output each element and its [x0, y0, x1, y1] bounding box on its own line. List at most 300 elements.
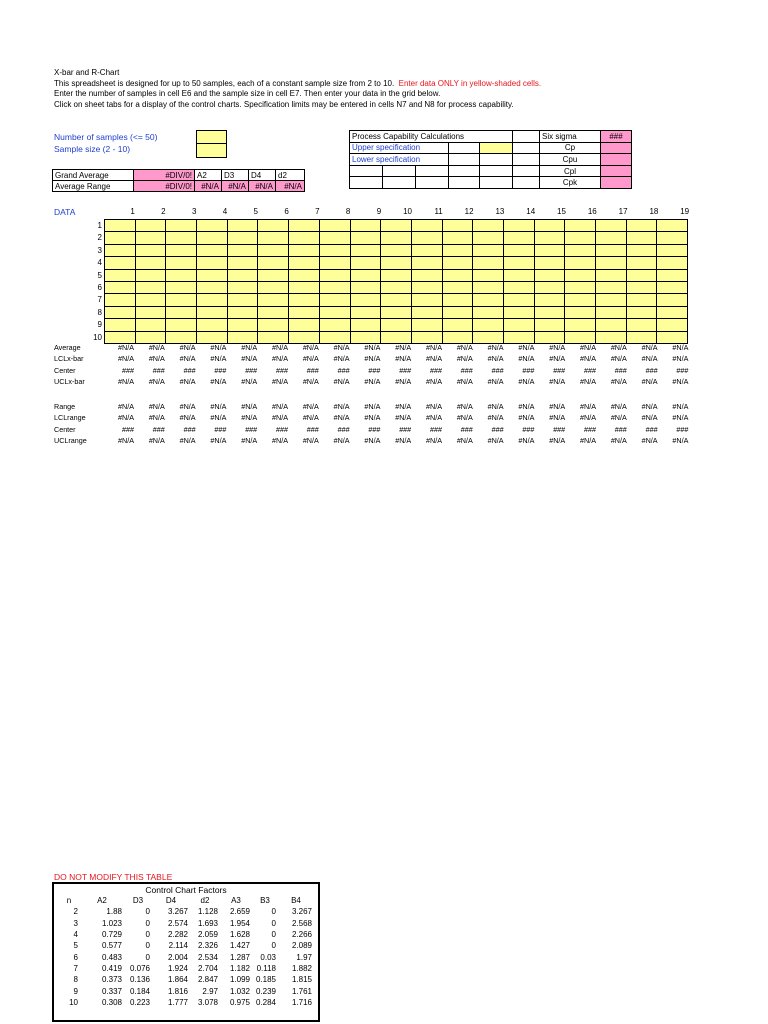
- stats-cell: #N/A: [395, 354, 412, 364]
- data-cell[interactable]: [442, 257, 473, 269]
- data-cell[interactable]: [442, 281, 473, 293]
- factors-cell: 2.004: [167, 952, 188, 962]
- factors-cell: 1.427: [229, 941, 250, 951]
- data-cell[interactable]: [105, 306, 136, 318]
- factors-cell: 1.97: [296, 952, 312, 962]
- data-cell[interactable]: [442, 244, 473, 256]
- factors-cell: 2.97: [202, 986, 218, 996]
- data-cell[interactable]: [319, 244, 350, 256]
- data-cell[interactable]: [503, 319, 534, 331]
- data-cell[interactable]: [381, 232, 412, 244]
- stats-cell: #N/A: [179, 354, 196, 364]
- factors-cell: 0: [271, 907, 276, 917]
- stats-cell: ###: [491, 424, 504, 434]
- stats-cell: ###: [276, 365, 288, 375]
- data-cell[interactable]: [319, 294, 350, 306]
- data-cell[interactable]: [227, 294, 258, 306]
- factors-cell: 0.03: [260, 952, 276, 962]
- data-cell[interactable]: [626, 281, 657, 293]
- data-cell[interactable]: [626, 331, 657, 343]
- data-cell[interactable]: [565, 319, 596, 331]
- data-cell[interactable]: [105, 220, 136, 232]
- data-cell[interactable]: [197, 319, 228, 331]
- data-cell[interactable]: [596, 232, 627, 244]
- data-cell[interactable]: [534, 257, 565, 269]
- factors-cell: 0: [145, 952, 150, 962]
- data-cell[interactable]: [565, 269, 596, 281]
- data-cell[interactable]: [381, 281, 412, 293]
- stats-cell: #N/A: [518, 377, 535, 387]
- data-cell[interactable]: [657, 294, 688, 306]
- factors-cell: 0.184: [129, 986, 150, 996]
- stats-cell: ###: [460, 424, 473, 434]
- data-cell[interactable]: [657, 306, 688, 318]
- data-cell[interactable]: [596, 281, 627, 293]
- stats-cell: #N/A: [456, 343, 473, 352]
- stats-cell: #N/A: [610, 377, 627, 387]
- stats-cell: #N/A: [179, 402, 196, 411]
- data-cell[interactable]: [596, 319, 627, 331]
- stats-row-label: LCLx-bar: [54, 354, 84, 364]
- data-cell[interactable]: [350, 269, 381, 281]
- data-cell[interactable]: [626, 306, 657, 318]
- data-cell[interactable]: [197, 281, 228, 293]
- data-cell[interactable]: [135, 244, 166, 256]
- data-cell[interactable]: [350, 244, 381, 256]
- data-cell[interactable]: [657, 244, 688, 256]
- factor-header-d4: D4: [249, 170, 276, 181]
- data-cell[interactable]: [596, 257, 627, 269]
- data-cell[interactable]: [319, 269, 350, 281]
- data-cell[interactable]: [135, 281, 166, 293]
- data-cell[interactable]: [473, 220, 504, 232]
- data-cell[interactable]: [197, 257, 228, 269]
- data-cell[interactable]: [319, 306, 350, 318]
- factors-header-cell: B3: [260, 896, 270, 906]
- stats-cell: #N/A: [333, 436, 350, 446]
- data-cell[interactable]: [350, 331, 381, 343]
- data-cell[interactable]: [381, 319, 412, 331]
- data-cell[interactable]: [503, 220, 534, 232]
- data-column-header: 18: [649, 207, 659, 216]
- data-cell[interactable]: [166, 294, 197, 306]
- stats-cell: #N/A: [148, 413, 165, 423]
- data-cell[interactable]: [135, 269, 166, 281]
- factors-cell: 1.628: [229, 930, 250, 940]
- factors-cell: 2.266: [291, 930, 312, 940]
- data-cell[interactable]: [503, 294, 534, 306]
- data-cell[interactable]: [227, 220, 258, 232]
- data-column-header: 14: [526, 207, 536, 216]
- data-cell[interactable]: [289, 319, 320, 331]
- data-grid-row: [105, 244, 688, 256]
- data-row-labels: [86, 220, 102, 344]
- data-cell[interactable]: [657, 232, 688, 244]
- data-cell[interactable]: [350, 220, 381, 232]
- data-cell[interactable]: [227, 244, 258, 256]
- data-cell[interactable]: [166, 331, 197, 343]
- stats-cell: #N/A: [641, 436, 658, 446]
- data-cell[interactable]: [258, 257, 289, 269]
- factors-header-cell: A2: [97, 896, 107, 906]
- data-cell[interactable]: [319, 232, 350, 244]
- data-cell[interactable]: [411, 232, 442, 244]
- stats-cell: ###: [614, 424, 627, 434]
- data-cell[interactable]: [319, 220, 350, 232]
- data-cell[interactable]: [473, 232, 504, 244]
- upper-spec-input[interactable]: [480, 142, 513, 154]
- factors-cell: 0.373: [101, 975, 122, 985]
- data-cell[interactable]: [197, 294, 228, 306]
- data-cell[interactable]: [534, 294, 565, 306]
- data-row-label: 6: [97, 282, 102, 292]
- capability-table: [349, 130, 632, 189]
- data-cell[interactable]: [135, 257, 166, 269]
- stats-row-label: Center: [54, 365, 76, 375]
- data-cell[interactable]: [596, 220, 627, 232]
- data-cell[interactable]: [105, 281, 136, 293]
- factors-cell: 1.882: [291, 963, 312, 973]
- data-cell[interactable]: [319, 319, 350, 331]
- data-cell[interactable]: [565, 306, 596, 318]
- stats-cell: #N/A: [241, 402, 258, 411]
- data-cell[interactable]: [227, 306, 258, 318]
- data-cell[interactable]: [534, 220, 565, 232]
- stats-cell: #N/A: [210, 402, 227, 411]
- cpk-label: Cpk: [540, 177, 601, 189]
- stats-cell: #N/A: [549, 354, 566, 364]
- factors-cell: 0.284: [255, 997, 276, 1007]
- data-cell[interactable]: [197, 269, 228, 281]
- data-cell[interactable]: [626, 319, 657, 331]
- data-cell[interactable]: [166, 244, 197, 256]
- data-cell[interactable]: [411, 294, 442, 306]
- data-cell[interactable]: [166, 232, 197, 244]
- data-grid-row: [105, 220, 688, 232]
- cpu-label: Cpu: [540, 154, 601, 166]
- data-cell[interactable]: [534, 331, 565, 343]
- data-cell[interactable]: [105, 319, 136, 331]
- grand-average-value: #DIV/0!: [134, 170, 195, 181]
- data-cell[interactable]: [105, 294, 136, 306]
- data-cell[interactable]: [381, 294, 412, 306]
- intro-warning: Enter data ONLY in yellow-shaded cells.: [398, 78, 542, 88]
- data-cell[interactable]: [350, 306, 381, 318]
- data-cell[interactable]: [442, 294, 473, 306]
- stats-cell: #N/A: [395, 402, 412, 411]
- data-cell[interactable]: [105, 232, 136, 244]
- data-cell[interactable]: [442, 306, 473, 318]
- data-cell[interactable]: [473, 331, 504, 343]
- data-column-header: 12: [464, 207, 474, 216]
- data-cell[interactable]: [565, 294, 596, 306]
- upper-spec-label: Upper specification: [350, 142, 449, 154]
- range-stats: [0, 402, 768, 452]
- data-grid-row: [105, 269, 688, 281]
- data-cell[interactable]: [534, 306, 565, 318]
- stats-row-label: UCLx-bar: [54, 377, 85, 387]
- data-cell[interactable]: [626, 232, 657, 244]
- data-column-header: 4: [222, 207, 228, 216]
- stats-cell: #N/A: [610, 343, 627, 352]
- data-cell[interactable]: [289, 281, 320, 293]
- six-sigma-label: Six sigma: [540, 131, 601, 143]
- data-cell[interactable]: [135, 232, 166, 244]
- stats-cell: #N/A: [456, 377, 473, 387]
- average-range-value: #DIV/0!: [134, 181, 195, 192]
- data-cell[interactable]: [657, 257, 688, 269]
- data-cell[interactable]: [227, 232, 258, 244]
- stats-cell: #N/A: [364, 402, 381, 411]
- data-cell[interactable]: [503, 331, 534, 343]
- data-cell[interactable]: [657, 319, 688, 331]
- data-cell[interactable]: [350, 281, 381, 293]
- data-cell[interactable]: [411, 269, 442, 281]
- data-cell[interactable]: [596, 294, 627, 306]
- data-cell[interactable]: [473, 294, 504, 306]
- data-cell[interactable]: [503, 257, 534, 269]
- data-cell[interactable]: [503, 306, 534, 318]
- data-cell[interactable]: [657, 281, 688, 293]
- data-cell[interactable]: [411, 244, 442, 256]
- factors-header-cell: n: [66, 896, 72, 906]
- data-cell[interactable]: [258, 244, 289, 256]
- stats-cell: #N/A: [456, 436, 473, 446]
- data-cell[interactable]: [258, 306, 289, 318]
- data-column-header: 5: [253, 207, 258, 216]
- data-cell[interactable]: [596, 269, 627, 281]
- stats-cell: #N/A: [302, 436, 319, 446]
- data-cell[interactable]: [411, 319, 442, 331]
- data-cell[interactable]: [105, 269, 136, 281]
- data-row-label: 1: [97, 221, 102, 230]
- stats-row-label: Average: [54, 343, 81, 352]
- data-cell[interactable]: [381, 244, 412, 256]
- data-cell[interactable]: [227, 331, 258, 343]
- data-cell[interactable]: [105, 257, 136, 269]
- data-cell[interactable]: [657, 269, 688, 281]
- stats-cell: #N/A: [210, 436, 227, 446]
- data-cell[interactable]: [473, 269, 504, 281]
- data-cell[interactable]: [350, 257, 381, 269]
- data-cell[interactable]: [596, 306, 627, 318]
- data-cell[interactable]: [534, 232, 565, 244]
- data-cell[interactable]: [503, 232, 534, 244]
- data-column-header: 7: [315, 207, 320, 216]
- stats-cell: #N/A: [672, 413, 689, 423]
- data-cell[interactable]: [166, 257, 197, 269]
- data-cell[interactable]: [503, 281, 534, 293]
- data-cell[interactable]: [596, 331, 627, 343]
- data-cell[interactable]: [227, 281, 258, 293]
- stats-cell: #N/A: [487, 354, 504, 364]
- data-cell[interactable]: [442, 232, 473, 244]
- data-cell[interactable]: [626, 257, 657, 269]
- data-cell[interactable]: [227, 269, 258, 281]
- data-cell[interactable]: [565, 257, 596, 269]
- data-cell[interactable]: [258, 232, 289, 244]
- stats-cell: #N/A: [641, 377, 658, 387]
- data-cell[interactable]: [197, 220, 228, 232]
- stats-cell: #N/A: [456, 354, 473, 364]
- factors-cell: 0: [271, 930, 276, 940]
- data-cell[interactable]: [381, 269, 412, 281]
- data-cell[interactable]: [442, 269, 473, 281]
- data-cell[interactable]: [473, 281, 504, 293]
- data-cell[interactable]: [166, 306, 197, 318]
- data-cell[interactable]: [503, 269, 534, 281]
- data-cell[interactable]: [166, 281, 197, 293]
- data-cell[interactable]: [626, 269, 657, 281]
- data-cell[interactable]: [381, 220, 412, 232]
- data-cell[interactable]: [350, 294, 381, 306]
- data-cell[interactable]: [565, 220, 596, 232]
- data-cell[interactable]: [319, 331, 350, 343]
- factors-title: Control Chart Factors: [145, 885, 227, 895]
- sample-size-label: Sample size (2 - 10): [54, 144, 131, 154]
- data-cell[interactable]: [657, 220, 688, 232]
- stats-cell: #N/A: [179, 377, 196, 387]
- data-cell[interactable]: [105, 244, 136, 256]
- data-cell[interactable]: [258, 294, 289, 306]
- data-cell[interactable]: [227, 319, 258, 331]
- data-column-header: 6: [284, 207, 289, 216]
- data-cell[interactable]: [534, 244, 565, 256]
- sample-size-input[interactable]: [196, 143, 227, 158]
- data-cell[interactable]: [350, 319, 381, 331]
- data-cell[interactable]: [442, 220, 473, 232]
- data-cell[interactable]: [166, 220, 197, 232]
- factors-cell: 0.577: [101, 941, 122, 951]
- data-cell[interactable]: [626, 244, 657, 256]
- intro-line-3: Click on sheet tabs for a display of the control charts. Specification limits may be entered in cells N7 and N8 for process capability.: [54, 99, 514, 109]
- stats-cell: #N/A: [272, 354, 288, 364]
- data-cell[interactable]: [411, 331, 442, 343]
- data-cell[interactable]: [166, 319, 197, 331]
- data-cell[interactable]: [411, 306, 442, 318]
- data-cell[interactable]: [135, 319, 166, 331]
- data-cell[interactable]: [626, 294, 657, 306]
- xbar-stats: [0, 343, 768, 393]
- factors-header-cell: A3: [231, 896, 241, 906]
- data-cell[interactable]: [197, 232, 228, 244]
- data-cell[interactable]: [258, 220, 289, 232]
- data-cell[interactable]: [381, 257, 412, 269]
- stats-cell: #N/A: [118, 354, 134, 364]
- data-cell[interactable]: [626, 220, 657, 232]
- stats-cell: #N/A: [641, 413, 658, 423]
- stats-cell: ###: [584, 424, 596, 434]
- data-cell[interactable]: [596, 244, 627, 256]
- stats-cell: #N/A: [148, 402, 165, 411]
- data-cell[interactable]: [381, 331, 412, 343]
- stats-cell: #N/A: [580, 413, 596, 423]
- data-cell[interactable]: [135, 220, 166, 232]
- data-cell[interactable]: [135, 294, 166, 306]
- stats-cell: #N/A: [518, 436, 535, 446]
- num-samples-input[interactable]: [196, 130, 227, 144]
- stats-cell: #N/A: [580, 436, 596, 446]
- data-cell[interactable]: [319, 257, 350, 269]
- data-row-label: 8: [97, 307, 102, 317]
- data-cell[interactable]: [289, 244, 320, 256]
- stats-cell: #N/A: [487, 436, 504, 446]
- factors-cell: 1.816: [167, 986, 188, 996]
- data-cell[interactable]: [289, 257, 320, 269]
- data-cell[interactable]: [289, 232, 320, 244]
- data-cell[interactable]: [258, 319, 289, 331]
- intro-line-1: This spreadsheet is designed for up to 50 samples, each of a constant sample size from 2 to 10.: [54, 78, 395, 88]
- factors-cell: 0.729: [101, 930, 122, 940]
- data-cell[interactable]: [534, 269, 565, 281]
- data-column-header: 3: [191, 207, 197, 216]
- data-cell[interactable]: [565, 232, 596, 244]
- stats-cell: #N/A: [426, 343, 442, 352]
- stats-cell: #N/A: [580, 402, 596, 411]
- data-cell[interactable]: [289, 294, 320, 306]
- data-cell[interactable]: [473, 306, 504, 318]
- data-cell[interactable]: [105, 331, 136, 343]
- data-cell[interactable]: [289, 306, 320, 318]
- data-cell[interactable]: [289, 331, 320, 343]
- data-cell[interactable]: [166, 269, 197, 281]
- stats-cell: ###: [676, 424, 689, 434]
- factors-cell: 5: [73, 941, 78, 951]
- average-range-label: Average Range: [53, 181, 134, 192]
- stats-cell: #N/A: [333, 377, 350, 387]
- data-cell[interactable]: [381, 306, 412, 318]
- data-cell[interactable]: [258, 281, 289, 293]
- stats-cell: #N/A: [518, 413, 535, 423]
- stats-cell: ###: [152, 424, 165, 434]
- data-cell[interactable]: [411, 281, 442, 293]
- data-cell[interactable]: [442, 331, 473, 343]
- data-column-header: 13: [495, 207, 505, 216]
- data-grid-row: [105, 319, 688, 331]
- data-cell[interactable]: [258, 331, 289, 343]
- data-cell[interactable]: [289, 220, 320, 232]
- data-cell[interactable]: [534, 281, 565, 293]
- data-cell[interactable]: [411, 257, 442, 269]
- data-cell[interactable]: [135, 331, 166, 343]
- data-grid-row: [105, 257, 688, 269]
- data-cell[interactable]: [565, 244, 596, 256]
- stats-cell: #N/A: [580, 377, 596, 387]
- data-cell[interactable]: [473, 244, 504, 256]
- data-cell[interactable]: [565, 281, 596, 293]
- data-cell[interactable]: [135, 306, 166, 318]
- data-cell[interactable]: [473, 319, 504, 331]
- data-cell[interactable]: [197, 244, 228, 256]
- data-cell[interactable]: [442, 319, 473, 331]
- stats-cell: #N/A: [179, 413, 196, 423]
- data-cell[interactable]: [473, 257, 504, 269]
- data-cell[interactable]: [565, 331, 596, 343]
- data-cell[interactable]: [258, 269, 289, 281]
- data-cell[interactable]: [657, 331, 688, 343]
- data-cell[interactable]: [534, 319, 565, 331]
- data-cell[interactable]: [289, 269, 320, 281]
- data-cell[interactable]: [227, 257, 258, 269]
- stats-cell: #N/A: [302, 343, 319, 352]
- data-cell[interactable]: [197, 306, 228, 318]
- data-grid-row: [105, 306, 688, 318]
- data-cell[interactable]: [319, 281, 350, 293]
- data-cell[interactable]: [503, 244, 534, 256]
- data-cell[interactable]: [350, 232, 381, 244]
- data-cell[interactable]: [411, 220, 442, 232]
- data-cell[interactable]: [197, 331, 228, 343]
